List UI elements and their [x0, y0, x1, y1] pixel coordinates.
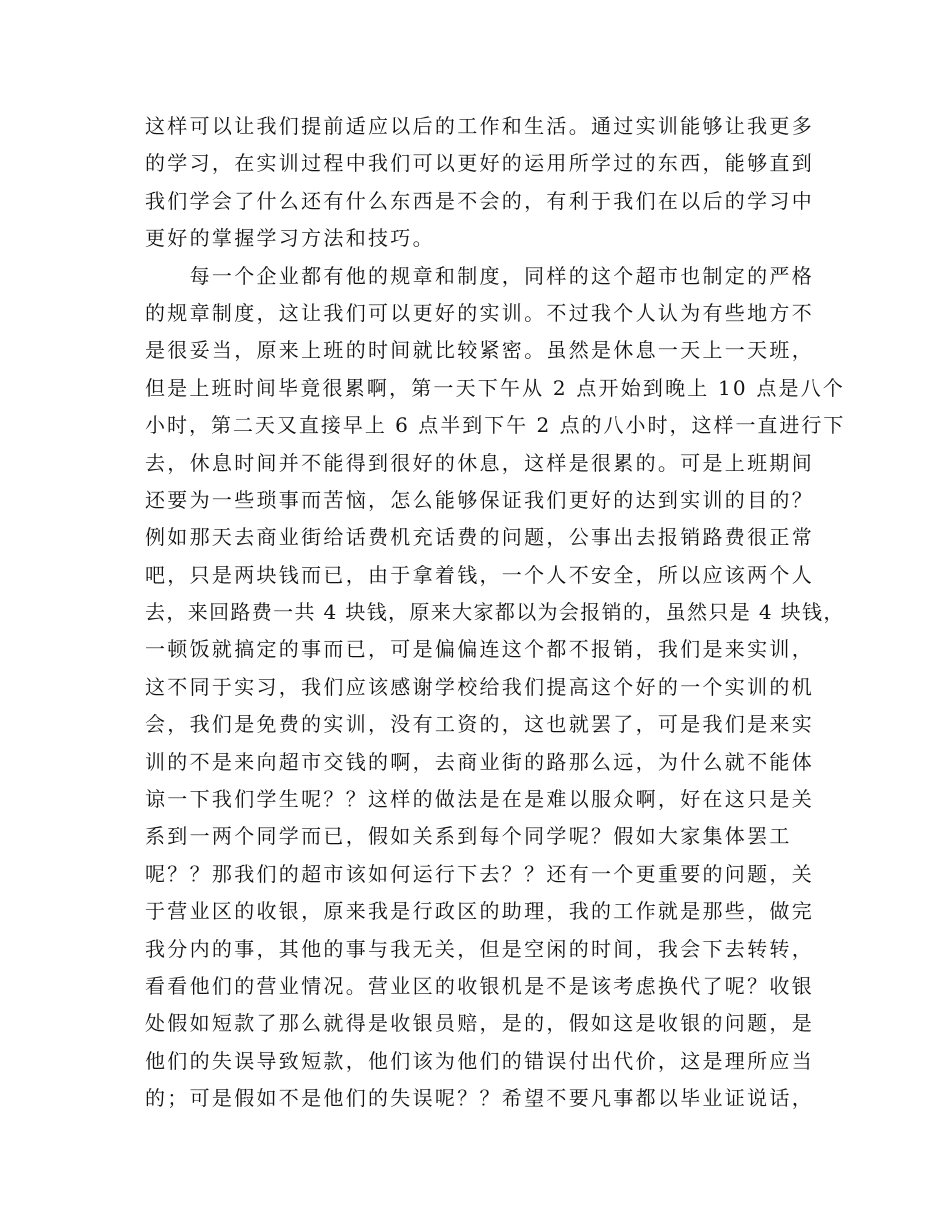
text-line: 他们的失误导致短款，他们该为他们的错误付出代价，这是理所应当 [145, 1048, 814, 1073]
body-text [145, 108, 845, 1118]
text-line: 是很妥当，原来上班的时间就比较紧密。虽然是休息一天上一天班， [145, 338, 814, 363]
text-line: 这样可以让我们提前适应以后的工作和生活。通过实训能够让我更多 [145, 114, 814, 138]
text-line: 这不同于实习，我们应该感谢学校给我们提高这个好的一个实训的机 [145, 674, 814, 699]
text-line: 处假如短款了那么就得是收银员赔，是的，假如这是收银的问题，是 [145, 1011, 814, 1036]
text-line: 会，我们是免费的实训，没有工资的，这也就罢了，可是我们是来实 [145, 712, 814, 737]
text-line: 小时，第二天又直接早上 6 点半到下午 2 点的八小时，这样一直进行下 [145, 413, 846, 438]
text-line: 去，来回路费一共 4 块钱，原来大家都以为会报销的，虽然只是 4 块钱， [145, 600, 845, 625]
text-line: 还要为一些琐事而苦恼，怎么能够保证我们更好的达到实训的目的？ [145, 487, 814, 512]
text-line: 看看他们的营业情况。营业区的收银机是不是该考虑换代了呢？收银 [145, 973, 814, 998]
text-line: 训的不是来向超市交钱的啊，去商业街的路那么远，为什么就不能体 [145, 749, 814, 774]
text-line: 更好的掌握学习方法和技巧。 [145, 226, 435, 251]
text-line: 的规章制度，这让我们可以更好的实训。不过我个人认为有些地方不 [145, 300, 814, 325]
text-line: 的；可是假如不是他们的失误呢？？希望不要凡事都以毕业证说话， [145, 1086, 814, 1111]
text-line: 例如那天去商业街给话费机充话费的问题，公事出去报销路费很正常 [145, 525, 814, 550]
text-line: 于营业区的收银，原来我是行政区的助理，我的工作就是那些，做完 [145, 899, 814, 924]
text-line: 呢？？那我们的超市该如何运行下去？？还有一个更重要的问题，关 [145, 861, 814, 886]
text-line: 的学习，在实训过程中我们可以更好的运用所学过的东西，能够直到 [145, 151, 814, 176]
text-line: 谅一下我们学生呢？？这样的做法是在是难以服众啊，好在这只是关 [145, 787, 814, 812]
text-line: 去，休息时间并不能得到很好的休息，这样是很累的。可是上班期间 [145, 450, 814, 475]
text-line: 但是上班时间毕竟很累啊，第一天下午从 2 点开始到晚上 10 点是八个 [145, 375, 846, 400]
text-line: 我分内的事，其他的事与我无关，但是空闲的时间，我会下去转转， [145, 936, 814, 961]
text-line: 系到一两个同学而已，假如关系到每个同学呢？假如大家集体罢工 [145, 824, 792, 849]
text-line: 一顿饭就搞定的事而已，可是偏偏连这个都不报销，我们是来实训， [145, 637, 814, 662]
text-line: 吧，只是两块钱而已，由于拿着钱，一个人不安全，所以应该两个人 [145, 562, 814, 587]
text-line: 我们学会了什么还有什么东西是不会的，有利于我们在以后的学习中 [145, 188, 814, 213]
text-line: 每一个企业都有他的规章和制度，同样的这个超市也制定的严格 [145, 263, 814, 288]
